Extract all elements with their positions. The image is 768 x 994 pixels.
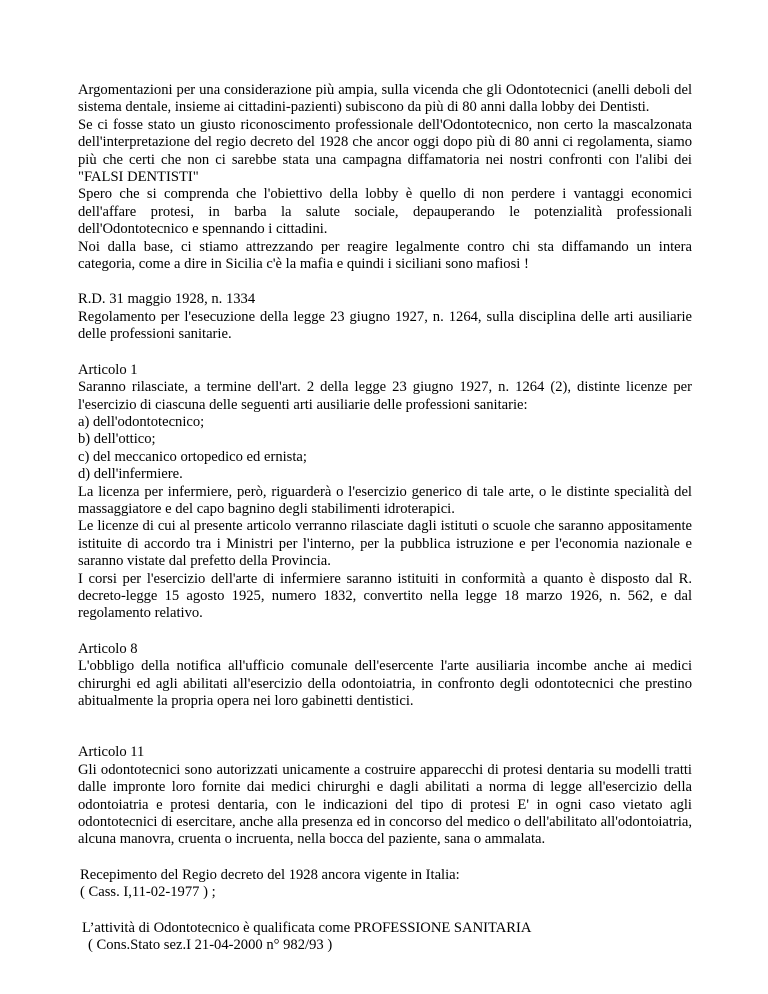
decree-heading: R.D. 31 maggio 1928, n. 1334 xyxy=(78,291,256,308)
reception-line-1: Recepimento del Regio decreto del 1928 ancora vigente in Italia: xyxy=(80,866,460,883)
article-1-paragraph-3: Le licenze di cui al presente articolo verranno rilasciate dagli istituti o scuole che saranno appositamente istituite di accordo tra i Ministri per l'interno, per la pubblica istruzione e per l'economia nazionale e saranno vistate dal prefetto della Provincia. xyxy=(78,518,692,570)
article-1-item-b: b) dell'ottico; xyxy=(78,431,156,448)
article-8-heading: Articolo 8 xyxy=(78,640,138,657)
article-1-paragraph-1: Saranno rilasciate, a termine dell'art. 2 della legge 23 giugno 1927, n. 1264 (2), distinte licenze per l'esercizio di ciascuna delle seguenti arti ausiliarie delle professioni sanitarie: xyxy=(78,379,692,413)
article-11-heading: Articolo 11 xyxy=(78,744,145,761)
reception-line-2: ( Cass. I,11-02-1977 ) ; xyxy=(80,884,216,901)
intro-paragraph-4: Noi dalla base, ci stiamo attrezzando per reagire legalmente contro chi sta diffamando un intera categoria, come a dire in Sicilia c'è la mafia e quindi i siciliani sono mafiosi ! xyxy=(78,238,692,273)
document-body xyxy=(78,82,692,954)
intro-paragraph-1: Argomentazioni per una considerazione più ampia, sulla vicenda che gli Odontotecnici (anelli deboli del sistema dentale, insieme ai cittadini-pazienti) subiscono da più di 80 anni dalla lobby dei Dentisti. xyxy=(78,82,692,116)
article-1-item-a: a) dell'odontotecnico; xyxy=(78,413,205,430)
article-11-paragraph-1: Gli odontotecnici sono autorizzati unicamente a costruire apparecchi di protesi dentaria su modelli tratti dalle impronte loro fornite dai medici chirurghi e dagli abilitati a norma di legge all'esercizio della odontoiatria e protesi dentaria, con le indicazioni del tipo di protesi E' in ogni caso vietato agli odontotecnici di esercitare, anche alla presenza ed in concorso del medico o dell'abilitato all'odontoiatria, alcuna manovra, cruenta o incruenta, nella bocca del paziente, sana o ammalata. xyxy=(78,761,692,848)
article-1-paragraph-4: I corsi per l'esercizio dell'arte di infermiere saranno istituiti in conformità a quanto è disposto dal R. decreto-legge 15 agosto 1925, numero 1832, convertito nella legge 18 marzo 1926, n. 562, e dal regolamento relativo. xyxy=(78,570,692,622)
intro-paragraph-2: Se ci fosse stato un giusto riconoscimento professionale dell'Odontotecnico, non certo la mascalzonata dell'interpretazione del regio decreto del 1928 che ancor oggi dopo più di 80 anni ci regolamenta, siamo più che certi che non ci sarebbe stata una campagna diffamatoria nei nostri confronti con l'alibi dei "FALSI DENTISTI" xyxy=(78,116,692,186)
article-1-paragraph-2: La licenza per infermiere, però, riguarderà o l'esercizio generico di tale arte, o le distinte specialità del massaggiatore e del capo bagnino degli stabilimenti idroterapici. xyxy=(78,483,692,517)
qualification-line-1: L’attività di Odontotecnico è qualificata come PROFESSIONE SANITARIA xyxy=(82,919,532,936)
intro-paragraph-3: Spero che si comprenda che l'obiettivo della lobby è quello di non perdere i vantaggi economici dell'affare protesi, in barba la salute sociale, depauperando le potenzialità professionali dell'Odontotecnico e spennando i cittadini. xyxy=(78,186,692,238)
qualification-line-2: ( Cons.Stato sez.I 21-04-2000 n° 982/93 ) xyxy=(88,937,333,954)
article-1-item-d: d) dell'infermiere. xyxy=(78,466,183,483)
article-8-paragraph-1: L'obbligo della notifica all'ufficio comunale dell'esercente l'arte ausiliaria incombe anche ai medici chirurghi ed agli abilitati all'esercizio della odontoiatria, in confronto degli odontotecnici che prestino abitualmente la propria opera nei loro gabinetti dentistici. xyxy=(78,658,692,709)
decree-text: Regolamento per l'esecuzione della legge 23 giugno 1927, n. 1264, sulla disciplina delle arti ausiliarie delle professioni sanitarie. xyxy=(78,308,692,343)
article-1-item-c: c) del meccanico ortopedico ed ernista; xyxy=(78,448,307,465)
article-1-heading: Articolo 1 xyxy=(78,361,138,378)
